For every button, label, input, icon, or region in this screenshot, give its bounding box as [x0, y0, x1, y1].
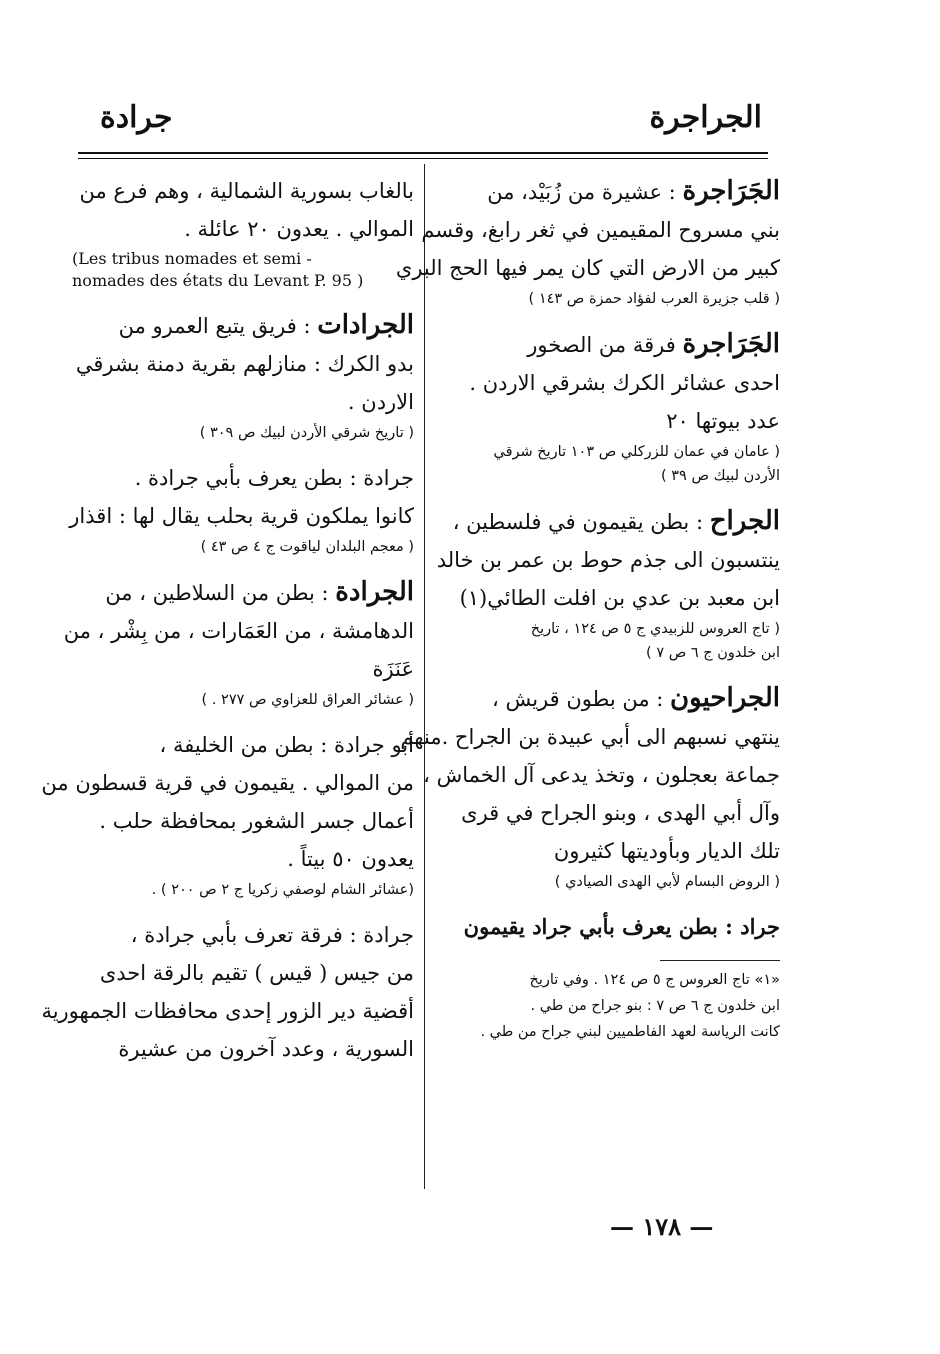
source-citation: ( عامان في عمان للزركلي ص ١٠٣ تاريخ شرقي — [493, 444, 780, 460]
left-column — [41, 172, 414, 1082]
entry-line: عَنَزَة — [372, 657, 414, 681]
entry-line: وآل أبي الهدى ، وبنو الجراح في قرى — [461, 801, 780, 825]
entry-line — [436, 172, 780, 211]
entry-jarrahiyyun — [400, 679, 780, 894]
headword: الجَرَاجرة — [682, 176, 780, 206]
entry-abu-jarada — [41, 726, 414, 902]
entry-line — [436, 325, 780, 364]
entry-line — [436, 679, 780, 718]
entry-text-rest: : عشيرة من زُبَيْد، من — [487, 180, 676, 204]
right-column — [395, 172, 780, 1045]
entry-line: عدد بيوتها ٢٠ — [666, 409, 780, 433]
entry-line: احدى عشائر الكرك بشرقي الاردن . — [469, 371, 780, 395]
entry-line: السورية ، وعدد آخرون من عشيرة — [118, 1037, 414, 1061]
headword: الجَرَاجرة — [682, 329, 780, 359]
entry-jarad — [436, 908, 780, 946]
footnote-line: «١» تاج العروس ج ٥ ص ١٢٤ . وفي تاريخ — [529, 972, 780, 988]
entry-line: أبو جرادة : بطن من الخليفة ، — [159, 733, 414, 757]
headword: الجرادات — [317, 310, 414, 340]
entry-line — [436, 502, 780, 541]
running-head-right: الجراجرة — [649, 100, 762, 135]
entry-line: جرادة : بطن يعرف بأبي جرادة . — [134, 466, 414, 490]
entry-line: ابن معبد بن عدي بن افلت الطائي(١) — [459, 586, 780, 610]
header-rule-thin — [78, 158, 768, 159]
header-rule-thick — [78, 152, 768, 154]
entry-line: الموالي . يعدون ٢٠ عائلة . — [184, 217, 414, 241]
entry-line: أعمال جسر الشغور بمحافظة حلب . — [99, 809, 414, 833]
entry-text-rest: : فريق يتبع العمرو من — [118, 314, 311, 338]
entry-jarrah — [436, 502, 780, 665]
entry-text-rest: : من بطون قريش ، — [491, 687, 664, 711]
latin-citation-cont: nomades des états du Levant P. 95 ) — [72, 271, 364, 290]
entry-text-rest: فرقة من الصخور — [527, 333, 676, 357]
entry-text-rest: : بطن يقيمون في فلسطين ، — [452, 510, 704, 534]
source-citation-cont: ابن خلدون ج ٦ ص ٧ ) — [646, 645, 780, 661]
headword: الجراحيون — [670, 683, 780, 713]
entry-line: جماعة بعجلون ، وتخذ يدعى آل الخماش ، — [423, 763, 780, 787]
source-citation: ( معجم البلدان لياقوت ج ٤ ص ٤٣ ) — [200, 539, 414, 555]
entry-line: الدهامشة ، من العَمَارات ، من بِشْر ، من — [63, 619, 414, 643]
entry-jarajira-sukhur — [436, 325, 780, 488]
source-citation: ( عشائر العراق للعزاوي ص ٢٧٧ . ) — [201, 692, 414, 708]
latin-citation: (Les tribus nomades et semi - — [72, 249, 312, 268]
footnote-line: كانت الرياسة لعهد الفاطميين لبني جراح من طي . — [480, 1024, 780, 1040]
entry-line — [72, 306, 414, 345]
entry-line: كبير من الارض التي كان يمر فيها الحج البري — [395, 256, 780, 280]
entry-continuation — [72, 172, 414, 292]
entry-line — [72, 573, 414, 612]
entry-al-jarada — [63, 573, 414, 712]
source-citation: ( تاريخ شرقي الأردن لبيك ص ٣٠٩ ) — [199, 425, 414, 441]
source-citation: (عشائر الشام لوصفي زكريا ج ٢ ص ٢٠٠ ) . — [151, 882, 414, 898]
headword: الجرادة — [335, 577, 414, 607]
entry-line: ينتسبون الى جذم حوط بن عمر بن خالد — [436, 548, 780, 572]
source-citation: ( تاج العروس للزبيدي ج ٥ ص ١٢٤ ، تاريخ — [530, 621, 780, 637]
entry-line: بالغاب بسورية الشمالية ، وهم فرع من — [79, 179, 414, 203]
entry-jarada-raqqa — [41, 916, 414, 1068]
footnote-rule — [660, 960, 780, 961]
page-number: — ١٧٨ — — [610, 1212, 714, 1241]
entry-line: جرادة : فرقة تعرف بأبي جرادة ، — [130, 923, 414, 947]
entry-line: الاردن . — [347, 390, 414, 414]
entry-line: أقضية دير الزور إحدى محافظات الجمهورية — [41, 999, 414, 1023]
entry-line: من جيس ( قيس ) تقيم بالرقة احدى — [99, 961, 414, 985]
column-divider — [424, 164, 425, 1189]
entry-line: يعدون ٥٠ بيتاً . — [287, 847, 414, 871]
entry-jaradat — [72, 306, 414, 445]
entry-jarada-aleppo — [69, 459, 414, 559]
entry-line: ينتهي نسبهم الى أبي عبيدة بن الجراح .منهم — [400, 725, 780, 749]
source-citation: ( قلب جزيرة العرب لفؤاد حمزة ص ١٤٣ ) — [528, 291, 780, 307]
running-head-left: جرادة — [100, 100, 173, 135]
entry-text-rest: : بطن من السلاطين ، من — [105, 581, 329, 605]
entry-line: من الموالي . يقيمون في قرية قسطون من — [41, 771, 414, 795]
entry-line: جراد : بطن يعرف بأبي جراد يقيمون — [463, 914, 780, 939]
entry-line: بدو الكرك : منازلهم بقرية دمنة بشرقي — [75, 352, 414, 376]
source-citation-cont: الأردن لبيك ص ٣٩ ) — [660, 468, 780, 484]
entry-jarajira-zubayd — [395, 172, 780, 311]
entry-line: تلك الديار وبأوديتها كثيرون — [553, 839, 780, 863]
headword: الجراح — [709, 506, 780, 536]
footnote-line: ابن خلدون ج ٦ ص ٧ : بنو جراح من طي . — [530, 998, 780, 1014]
entry-line: كانوا يملكون قرية بحلب يقال لها : اقذار — [69, 504, 414, 528]
entry-line: بني مسروح المقيمين في ثغر رابغ، وقسم — [421, 218, 780, 242]
source-citation: ( الروض البسام لأبي الهدى الصيادي ) — [554, 874, 780, 890]
